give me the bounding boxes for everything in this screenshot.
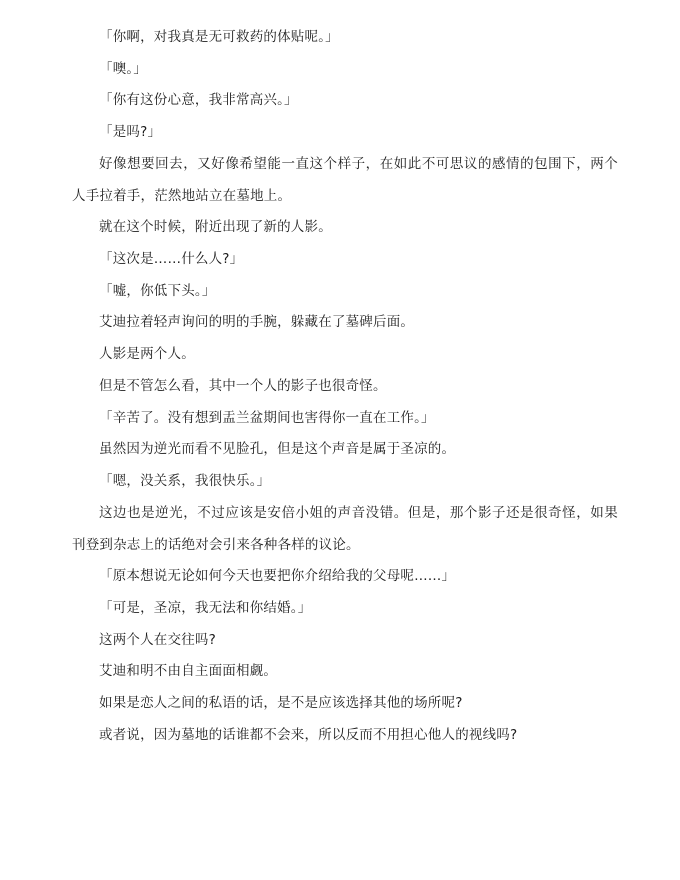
narration-paragraph: 人影是两个人。 [99, 346, 195, 363]
narration-paragraph: 或者说，因为墓地的话谁都不会来，所以反而不用担心他人的视线吗? [99, 726, 518, 743]
narration-paragraph: 这边也是逆光，不过应该是安倍小姐的声音没错。但是，那个影子还是很奇怪，如果刊登到杂志上的话绝对会引来各种各样的议论。 [72, 504, 618, 553]
dialogue-paragraph: 「原本想说无论如何今天也要把你介绍给我的父母呢……」 [99, 568, 456, 585]
narration-paragraph: 这两个人在交往吗? [99, 631, 216, 648]
dialogue-paragraph: 「是吗?」 [99, 124, 162, 141]
dialogue-paragraph: 「噢。」 [99, 60, 148, 77]
document-body [72, 22, 618, 752]
narration-paragraph: 艾迪拉着轻声询问的明的手腕，躲藏在了墓碑后面。 [99, 314, 415, 331]
dialogue-paragraph: 「这次是……什么人?」 [99, 251, 244, 268]
narration-paragraph: 虽然因为逆光而看不见脸孔，但是这个声音是属于圣凉的。 [99, 441, 456, 458]
dialogue-paragraph: 「嗯，没关系，我很快乐。」 [99, 473, 271, 490]
dialogue-paragraph: 「辛苦了。没有想到盂兰盆期间也害得你一直在工作。」 [99, 409, 435, 426]
dialogue-paragraph: 「可是，圣凉，我无法和你结婚。」 [99, 599, 312, 616]
dialogue-paragraph: 「你有这份心意，我非常高兴。」 [99, 92, 298, 109]
narration-paragraph: 就在这个时候，附近出现了新的人影。 [99, 219, 332, 236]
narration-paragraph: 好像想要回去，又好像希望能一直这个样子，在如此不可思议的感情的包围下，两个人手拉着手，茫然地站立在墓地上。 [72, 155, 618, 204]
dialogue-paragraph: 「你啊，对我真是无可救药的体贴呢。」 [99, 29, 339, 45]
narration-paragraph: 艾迪和明不由自主面面相觑。 [99, 663, 278, 680]
narration-paragraph: 但是不管怎么看，其中一个人的影子也很奇怪。 [99, 377, 387, 394]
narration-paragraph: 如果是恋人之间的私语的话，是不是应该选择其他的场所呢? [99, 695, 463, 712]
dialogue-paragraph: 「嘘，你低下头。」 [99, 282, 216, 299]
